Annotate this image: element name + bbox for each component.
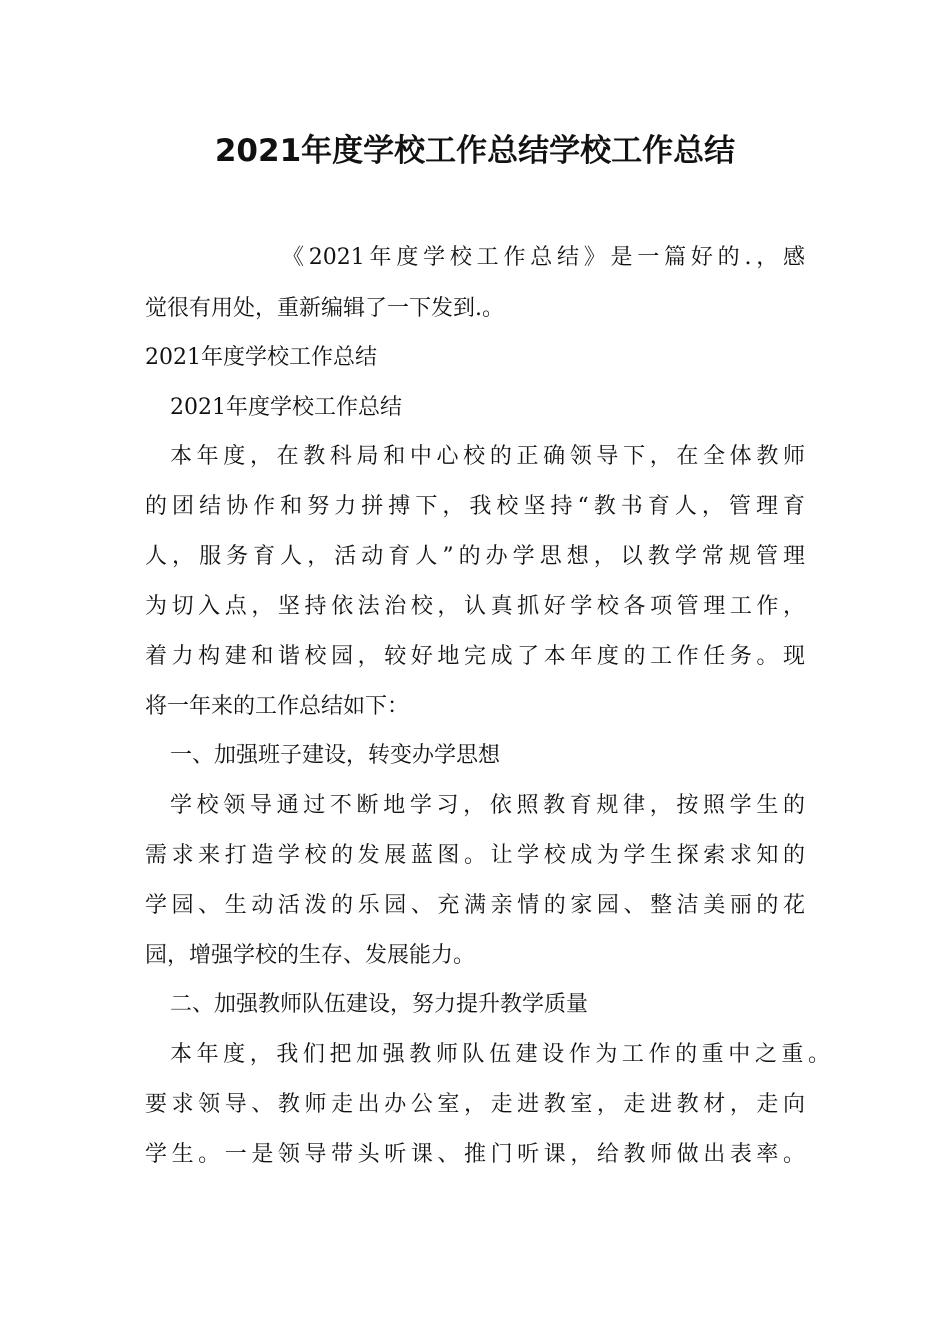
paragraph-line: 将一年来的工作总结如下： — [145, 694, 410, 719]
paragraph-line: 的团结协作和努力拼搏下，我校坚持“教书育人，管理育 — [145, 494, 805, 519]
paragraph-line: 着力构建和谐校园，较好地完成了本年度的工作任务。现 — [145, 644, 805, 669]
intro-line-1: 《2021年度学校工作总结》是一篇好的.，感 — [282, 245, 805, 270]
subtitle-line: 2021年度学校工作总结 — [170, 395, 402, 420]
section-heading: 2021年度学校工作总结 — [145, 345, 377, 370]
document-title: 2021年度学校工作总结学校工作总结 — [214, 133, 736, 169]
paragraph-line: 人，服务育人，活动育人”的办学思想，以教学常规管理 — [145, 544, 805, 569]
paragraph-line: 园，增强学校的生存、发展能力。 — [145, 943, 476, 968]
paragraph-line: 本年度，在教科局和中心校的正确领导下，在全体教师 — [170, 444, 805, 469]
paragraph-line: 学生。一是领导带头听课、推门听课，给教师做出表率。 — [145, 1142, 805, 1167]
paragraph-line: 要求领导、教师走出办公室，走进教室，走进教材，走向 — [145, 1092, 805, 1117]
section-heading-1: 一、加强班子建设，转变办学思想 — [170, 743, 501, 768]
paragraph-line: 学校领导通过不断地学习，依照教育规律，按照学生的 — [170, 793, 805, 818]
paragraph-line: 为切入点，坚持依法治校，认真抓好学校各项管理工作， — [145, 594, 805, 619]
paragraph-line: 本年度，我们把加强教师队伍建设作为工作的重中之重。 — [170, 1042, 830, 1067]
section-heading-2: 二、加强教师队伍建设，努力提升教学质量 — [170, 992, 589, 1017]
paragraph-line: 需求来打造学校的发展蓝图。让学校成为学生探索求知的 — [145, 843, 805, 868]
intro-line-2: 觉很有用处，重新编辑了一下发到.。 — [145, 296, 504, 321]
paragraph-line: 学园、生动活泼的乐园、充满亲情的家园、整洁美丽的花 — [145, 893, 805, 918]
